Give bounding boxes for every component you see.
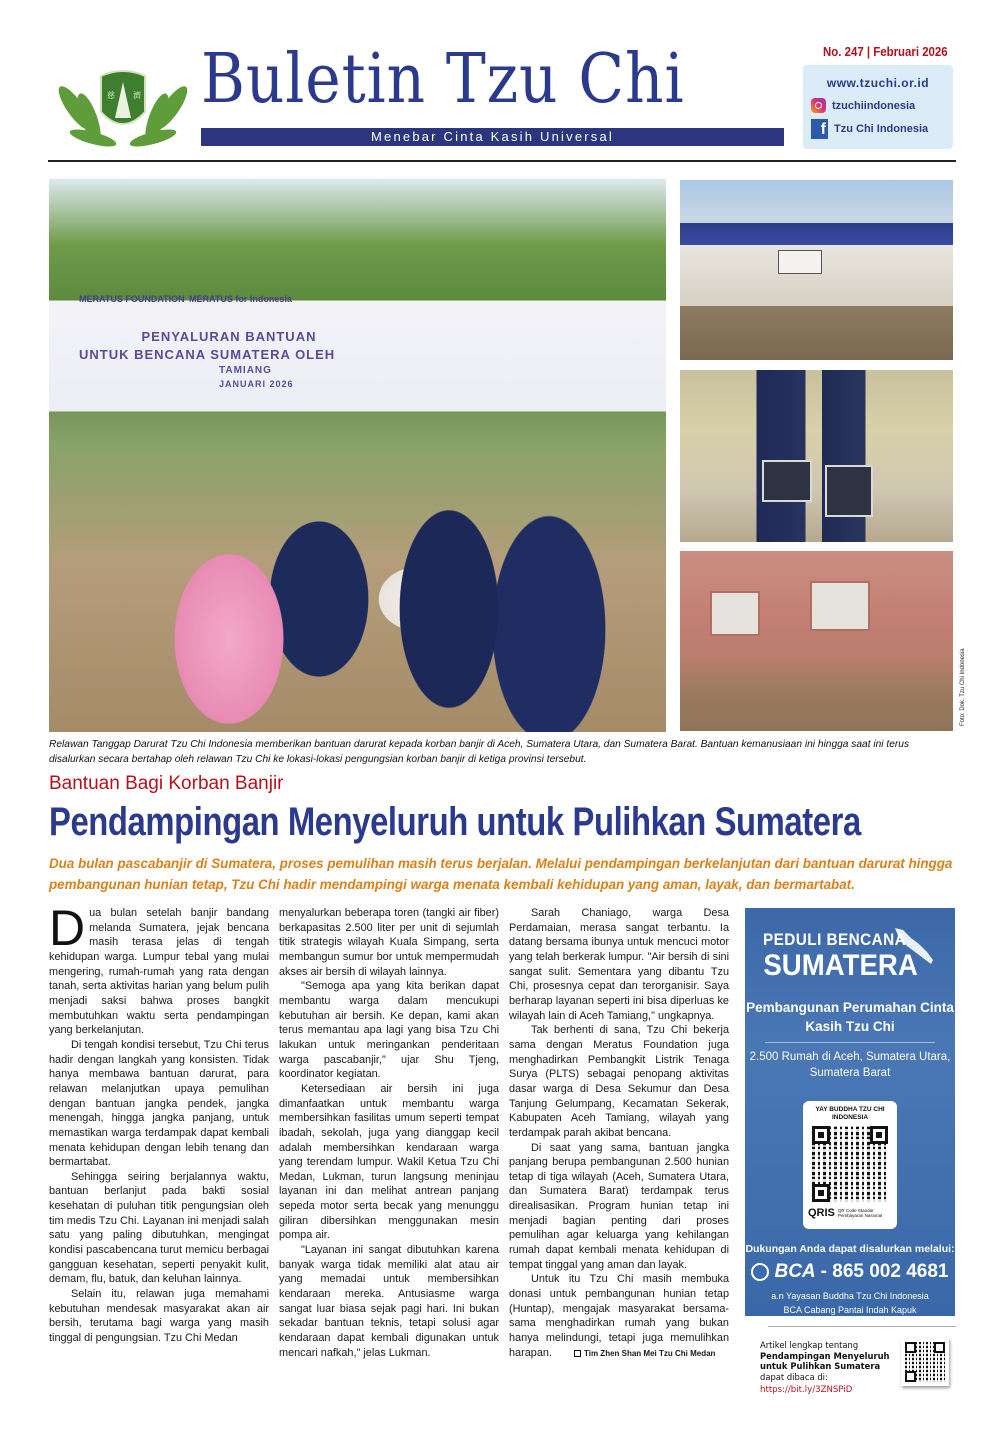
divider (765, 1042, 935, 1043)
photo-solar-panel-handover (680, 370, 953, 542)
article-column-3 (509, 906, 729, 1361)
issue-number: No. 247 | Februari 2026 (823, 44, 948, 59)
article-lead: Dua bulan pascabanjir di Sumatera, proses pemulihan masih terus berjalan. Melalui pendampingan berkelanjutan dari bantuan darurat hingga pembangunan hunian tetap, Tzu Chi hadir mendampingi warga menata kembali kehidupan yang aman, layak, dan bermartabat. (49, 856, 953, 892)
qr-label: YAY BUDDHA TZU CHI INDONESIA (815, 1106, 885, 1121)
photo-credit: Foto: Dok. Tzu Chi Indonesia (960, 648, 966, 726)
divider (768, 1326, 956, 1327)
website-link[interactable]: www.tzuchi.or.id (826, 75, 930, 90)
banner-org-1: MERATUS FOUNDATION (79, 294, 185, 304)
photo-posko-bantuan-motorcycle-wash (680, 180, 953, 360)
article-kicker: Bantuan Bagi Korban Banjir (49, 773, 284, 794)
banner-text (79, 329, 379, 389)
main-photo-aid-distribution (49, 179, 666, 732)
masthead-divider (48, 160, 956, 162)
article-column-2 (279, 906, 499, 1360)
facebook-link[interactable] (811, 117, 945, 140)
tagline: Menebar Cinta Kasih Universal (201, 128, 784, 146)
article-column-1 (49, 900, 269, 1346)
account-number: - 865 002 4681 (820, 1261, 949, 1282)
instagram-icon (811, 98, 826, 113)
drop-cap: D (49, 900, 86, 956)
social-links-box (803, 65, 953, 149)
banner-logos (79, 295, 292, 305)
ad-title-line-1: PEDULI BENCANA (763, 930, 907, 949)
paragraph: Sarah Chaniago, warga Desa Perdamaian, merasa sangat terbantu. Ia datang bersama ibunya untuk mencuci motor yang telah berkerak lumpur. "Air bersih di sini sangat sulit. Sementara yang dibantu Tzu Chi, prosesnya cepat dan terorganisir. Saya berharap layanan seperti ini bisa diperluas ke wilayah lain di Aceh Tamiang," ungkapnya. (509, 907, 729, 1022)
ad-subtitle: Pembangunan Perumahan Cinta Kasih Tzu Chi (746, 1000, 954, 1034)
instagram-link[interactable] (811, 94, 945, 117)
photo-cleaning-flooded-room (680, 551, 953, 731)
paragraph: menyalurkan beberapa toren (tangki air fiber) berkapasitas 2.500 liter per unit di sejumlah titik strategis wilayah Kuala Simpang, serta membangun sumur bor untuk mempermudah akses air bersih di wilayah lainnya. (279, 907, 499, 978)
article-link[interactable]: https://bit.ly/3ZNSPiD (760, 1385, 853, 1395)
bca-logo-icon (751, 1263, 769, 1281)
paragraph: Sehingga seiring berjalannya waktu, bantuan berlanjut pada bakti sosial kesehatan di puluhan titik pengungsian oleh tim medis Tzu Chi. Layanan ini menjadi salah satu yang paling dibutuhkan, mengingat kondisi pascabencana turut memicu berbagai gangguan kesehatan, seperti penyakit kulit, demam, flu, batuk, dan keluhan lainnya. (49, 1170, 269, 1286)
masthead (48, 40, 956, 158)
paragraph: Di saat yang sama, bantuan jangka panjang berupa pembangunan 2.500 hunian tetap di tiga wilayah (Aceh, Sumatera Utara, dan Sumatera Barat) terdampak terus direalisasikan. Program hunian tetap ini menjadi bagian penting dari proses pemulihan agar keluarga yang kehilangan rumah dapat kembali menata kehidupan di tempat tinggal yang aman dan layak. (509, 1141, 729, 1271)
banner-line-3: TAMIANG (219, 365, 272, 376)
window (810, 581, 870, 631)
tzu-chi-logo-icon (53, 62, 193, 154)
paragraph: Ketersediaan air bersih ini juga dimanfaatkan untuk membantu warga membersihkan fasilitas umum seperti tempat ibadah, sekolah, juga yang dianggap kecil adalah membersihkan kendaraan warga yang terendam lumpur. Wakil Ketua Tzu Chi Medan, Lukman, turun langsung meninjau layanan ini dan melihat antrean panjang sepeda motor serta becak yang menunggu giliran dibersihkan menggunakan mesin pompa air. (279, 1082, 499, 1242)
banner-line-4: JANUARI 2026 (219, 379, 294, 389)
byline: Tim Zhen Shan Mei Tzu Chi Medan (574, 1349, 715, 1358)
byline-box-icon (574, 1350, 581, 1357)
window (710, 591, 760, 636)
donation-ad[interactable] (745, 908, 955, 1316)
solar-panel-1 (762, 460, 812, 502)
support-text: Dukungan Anda dapat disalurkan melalui: (745, 1243, 955, 1255)
qris-logo: QRIS QR Code Standar Pembayaran Nasional (808, 1207, 883, 1219)
facebook-icon: f (811, 119, 828, 139)
ad-title-line-2: SUMATERA (763, 949, 918, 982)
article-qr-code-icon[interactable] (901, 1338, 949, 1386)
qr-code-icon[interactable] (812, 1126, 888, 1202)
svg-text:濟: 濟 (133, 91, 141, 100)
paragraph: Tak berhenti di sana, Tzu Chi bekerja sama dengan Meratus Foundation juga menghadirkan Pembangkit Listrik Tenaga Surya (PLTS) sebagai penopang aktivitas dasar warga di Desa Sekumur dan Desa Tanjung Gelumpang, Kecamatan Sekerak, Kabupaten Aceh Tamiang, wilayah yang terdampak parah akibat bencana. (509, 1024, 729, 1139)
solar-panel-2 (825, 465, 873, 517)
paragraph: Selain itu, relawan juga memahami kebutuhan mendesak masyarakat akan air bersih, terutama bagi warga yang masih tinggal di pengungsian. Tzu Chi Medan (49, 1288, 269, 1345)
paragraph: "Layanan ini sangat dibutuhkan karena banyak warga tidak memiliki alat atau air yang memadai untuk membersihkan kendaraan mereka. Antusiasme warga sangat luar biasa sejak pagi hari. Ini bukan sekadar bantuan teknis, tetapi solusi agar kendaraan dapat kembali digunakan untuk mencari nafkah," jelas Lukman. (279, 1244, 499, 1359)
account-holder: a.n Yayasan Buddha Tzu Chi Indonesia BCA Cabang Pantai Indah Kapuk (771, 1291, 929, 1315)
instagram-handle: tzuchiindonesia (832, 99, 916, 112)
article-headline: Pendampingan Menyeluruh untuk Pulihkan Sumatera (49, 800, 861, 844)
paragraph: "Semoga apa yang kita berikan dapat membantu warga dalam mencukupi kebutuhan air bersih. Ke depan, kami akan terus memantau apa lagi yang bisa Tzu Chi lakukan untuk meringankan penderitaan warga pascabanjir," ujar Shu Tjeng, koordinator kegiatan. (279, 980, 499, 1081)
banner-line-2: UNTUK BENCANA SUMATERA OLEH (79, 347, 336, 362)
paragraph: Untuk itu Tzu Chi masih membuka donasi untuk pembangunan hunian tetap (Huntap), mengajak masyarakat bersama-sama menghadirkan rumah yang bukan hanya melindungi, tetapi juga memulihkan harapan. Tim Zhen Shan Mei Tzu Chi Medan (509, 1273, 729, 1359)
ad-detail: 2.500 Rumah di Aceh, Sumatera Utara, Sumatera Barat (749, 1051, 951, 1079)
qris-card[interactable] (803, 1101, 897, 1229)
photo-caption: Relawan Tanggap Darurat Tzu Chi Indonesia memberikan bantuan darurat kepada korban banjir di Aceh, Sumatera Utara, dan Sumatera Barat. Bantuan kemanusiaan ini hingga saat ini terus disalurkan secara bertahap oleh relawan Tzu Chi ke lokasi-lokasi pengungsian korban banjir di ketiga provinsi tersebut. (49, 739, 910, 765)
facebook-handle: Tzu Chi Indonesia (834, 122, 929, 135)
bank-account: BCA - 865 002 4681 (745, 1261, 955, 1283)
banner-org-2: MERATUS for Indonesia (189, 293, 292, 304)
banner-line-1: PENYALURAN BANTUAN (141, 329, 317, 344)
paragraph: Dua bulan setelah banjir bandang melanda Sumatera, jejak bencana masih terasa jelas di tengah kehidupan warga. Lumpur tebal yang mulai mengering, rumah-rumah yang rata dengan tanah, serta aktivitas harian yang belum pulih menjadi saksi bahwa proses bangkit membutuhkan waktu serta pendampingan yang berkelanjutan. (49, 900, 269, 1037)
read-more-box: Artikel lengkap tentang Pendampingan Menyeluruh untuk Pulihkan Sumatera dapat dibaca di: https://bit.ly/3ZNSPiD (760, 1340, 900, 1396)
paragraph: Di tengah kondisi tersebut, Tzu Chi terus hadir dengan langkah yang konsisten. Tidak hanya membawa bantuan darurat, para relawan melanjutkan upaya pemulihan dengan bantuan jangka pendek, jangka menengah, hingga jangka panjang, untuk memastikan warga terdampak dapat kembali menata kehidupan dengan lebih tenang dan bermartabat. (49, 1038, 269, 1169)
svg-text:慈: 慈 (107, 91, 115, 100)
publication-title: Buletin Tzu Chi (201, 40, 685, 119)
